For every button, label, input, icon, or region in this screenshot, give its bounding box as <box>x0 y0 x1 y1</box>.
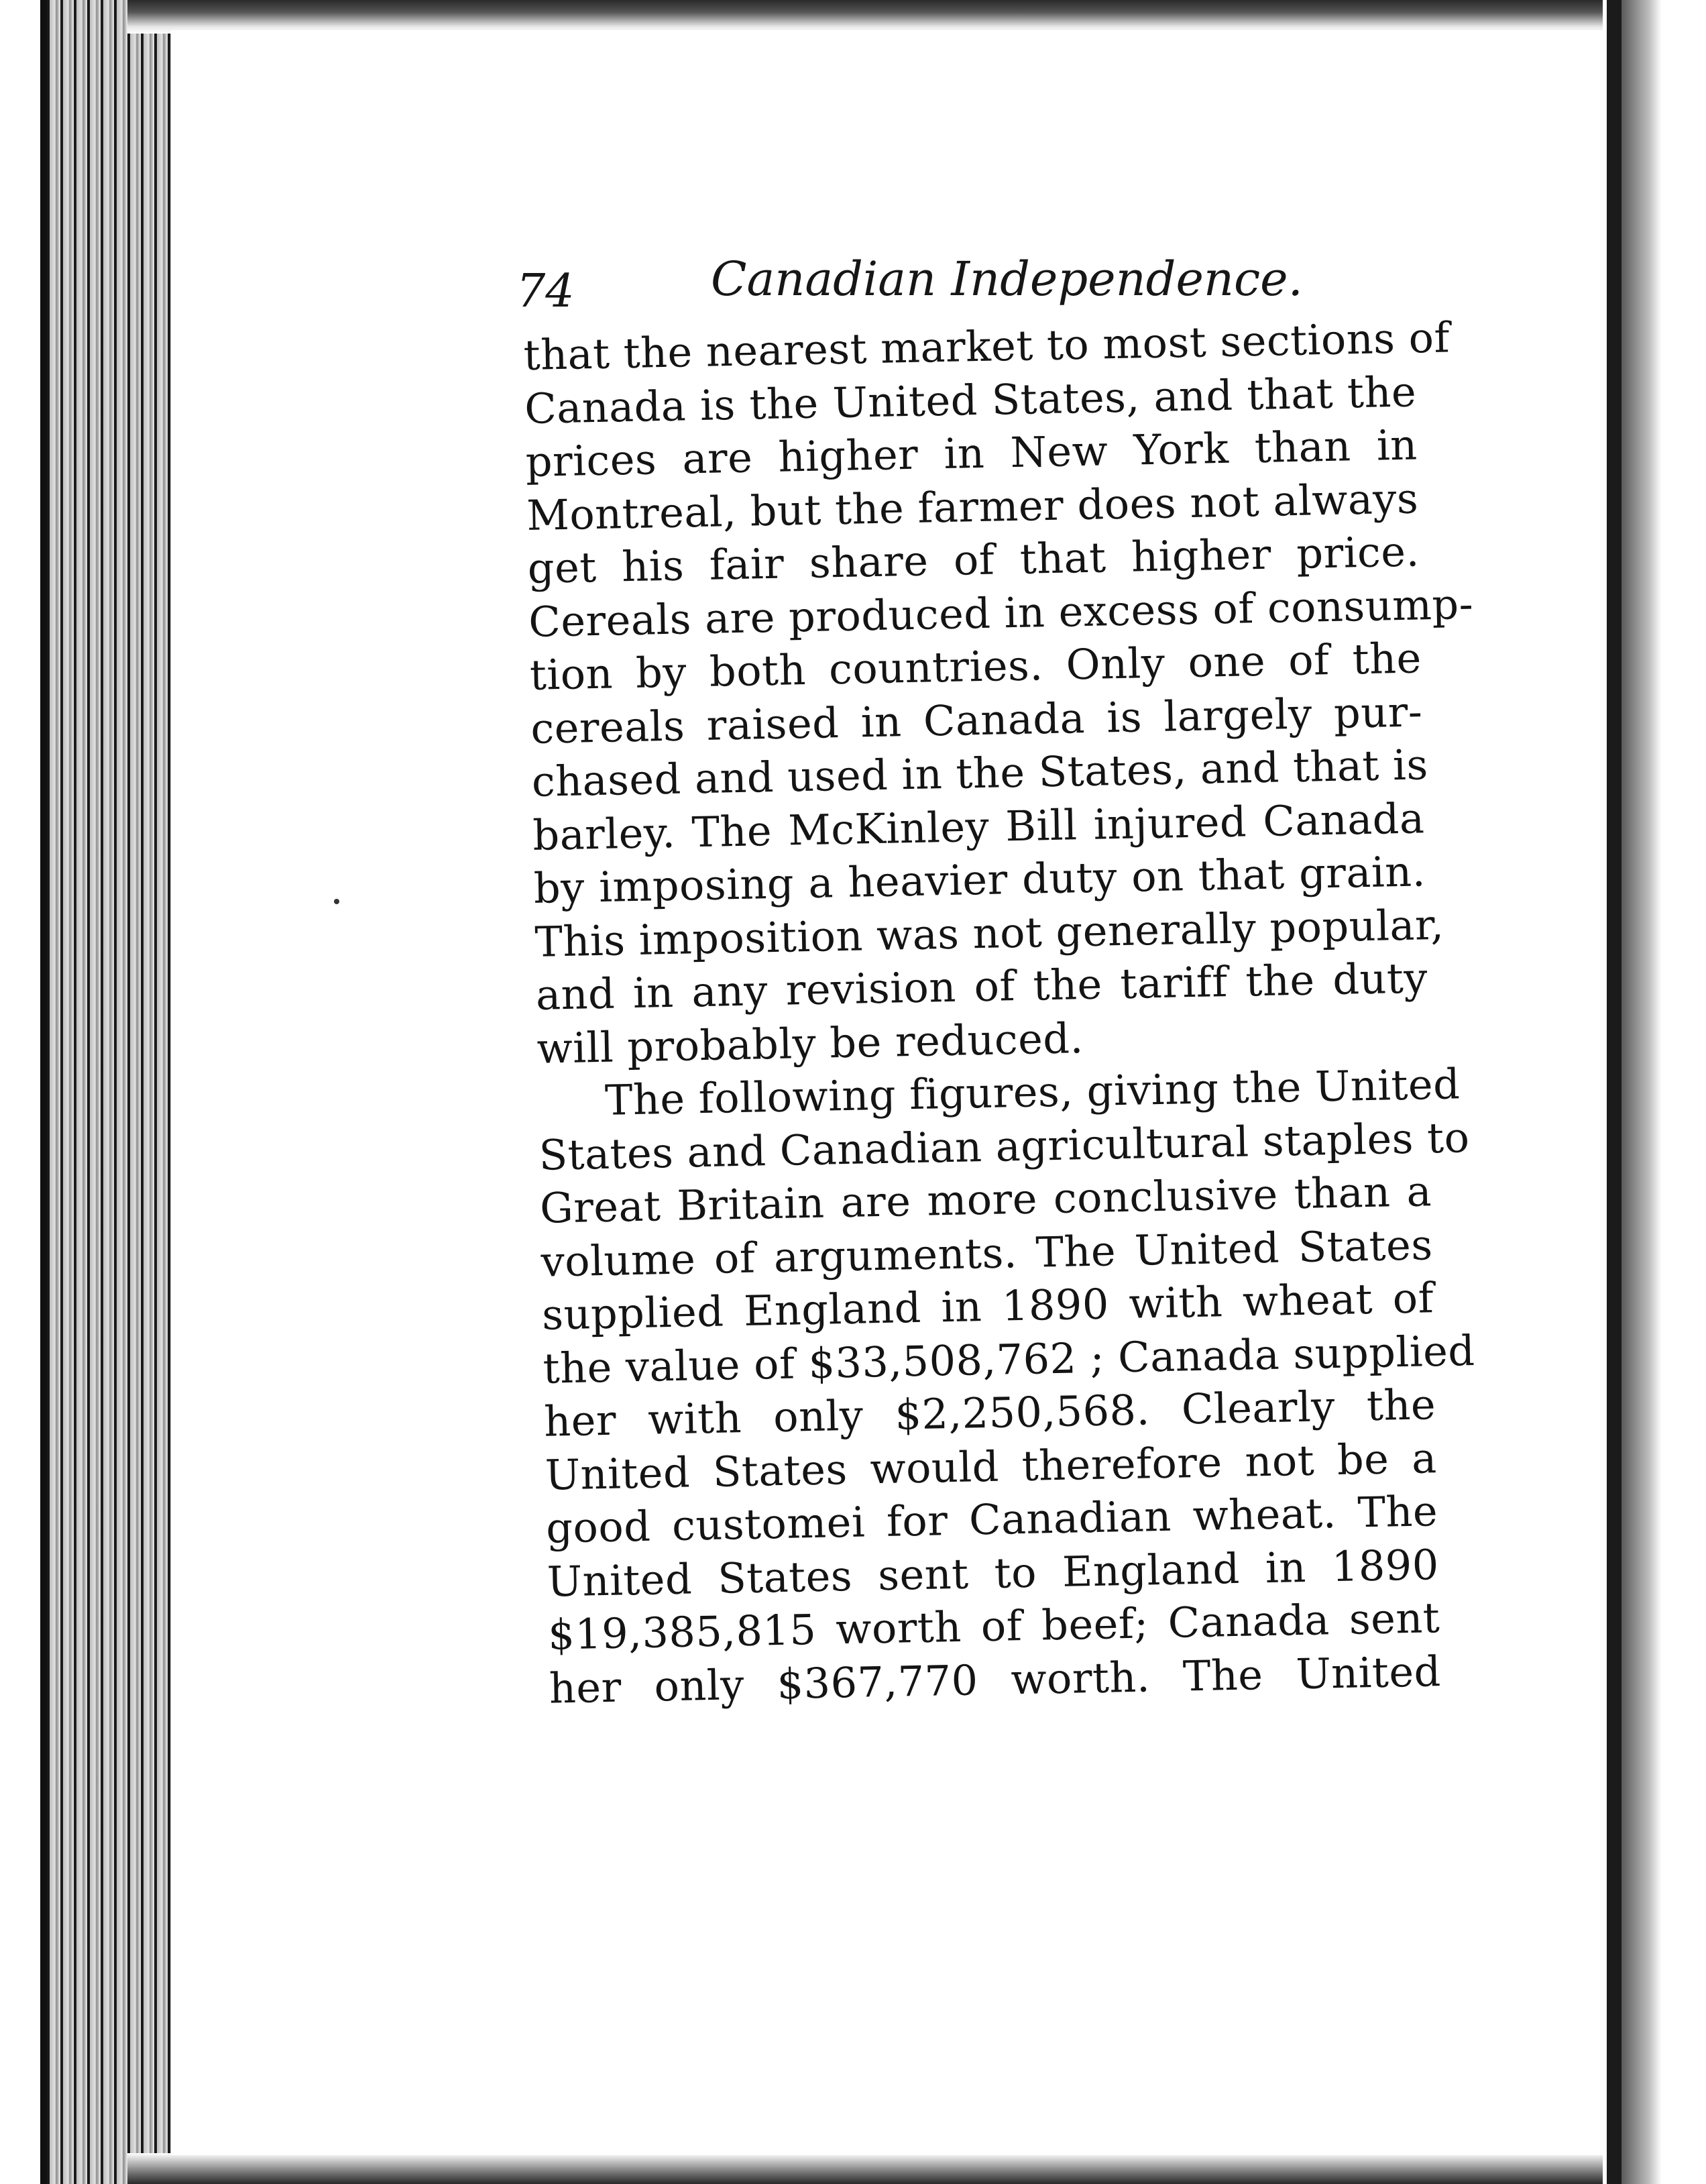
text-line: United States would therefore not be a <box>545 1433 1438 1500</box>
text-line: $19,385,815 worth of beef; Canada sent <box>547 1593 1440 1659</box>
paragraph-1 <box>523 311 1474 1075</box>
text-line: supplied England in 1890 with wheat of <box>541 1273 1434 1340</box>
page-right-edge <box>1607 0 1622 2184</box>
text-line: United States sent to England in 1890 <box>547 1539 1440 1606</box>
paragraph-2 <box>537 1058 1476 1714</box>
page-bottom-edge <box>127 2153 1603 2184</box>
text-line: chased and used in the States, and that is <box>531 740 1429 806</box>
text-line: good customei for Canadian wheat. The <box>545 1486 1438 1553</box>
text-line: get his fair share of that higher price. <box>527 527 1420 593</box>
text-line: her with only $2,250,568. Clearly the <box>543 1380 1436 1446</box>
page-header <box>516 252 1303 325</box>
page-top-edge <box>127 0 1603 34</box>
text-line: States and Canadian agricultural staples to <box>538 1112 1471 1180</box>
text-line: the value of $33,508,762 ; Canada supplied <box>543 1325 1476 1393</box>
text-line: prices are higher in New York than in <box>525 420 1418 486</box>
body-text <box>523 311 1476 1714</box>
text-line: and in any revision of the tariff the duty <box>535 953 1428 1020</box>
text-line: her only $367,770 worth. The United <box>549 1646 1442 1713</box>
running-title: Canadian Independence. <box>711 252 1303 307</box>
text-line: Montreal, but the farmer does not always <box>526 473 1419 540</box>
text-line: volume of arguments. The United States <box>541 1219 1434 1287</box>
text-line: The following figures, giving the United <box>604 1059 1461 1125</box>
text-line: will probably be reduced. <box>536 1013 1084 1073</box>
text-line: tion by both countries. Only one of the <box>529 633 1422 700</box>
text-line: This imposition was not generally popular, <box>534 899 1445 967</box>
scan-speck <box>334 899 339 904</box>
text-line: that the nearest market to most sections of <box>523 313 1451 380</box>
text-line: Great Britain are more conclusive than a <box>539 1166 1432 1233</box>
page-right-shadow <box>1622 0 1662 2184</box>
text-line: Cereals are produced in excess of consump- <box>528 579 1474 647</box>
text-line: Canada is the United States, and that the <box>524 366 1417 433</box>
page-number: 74 <box>516 265 575 318</box>
text-line: barley. The McKinley Bill injured Canada <box>532 793 1425 860</box>
text-line: cereals raised in Canada is largely pur- <box>530 686 1423 753</box>
page-edges-stack <box>47 0 174 2184</box>
text-line: by imposing a heavier duty on that grain. <box>533 847 1426 913</box>
